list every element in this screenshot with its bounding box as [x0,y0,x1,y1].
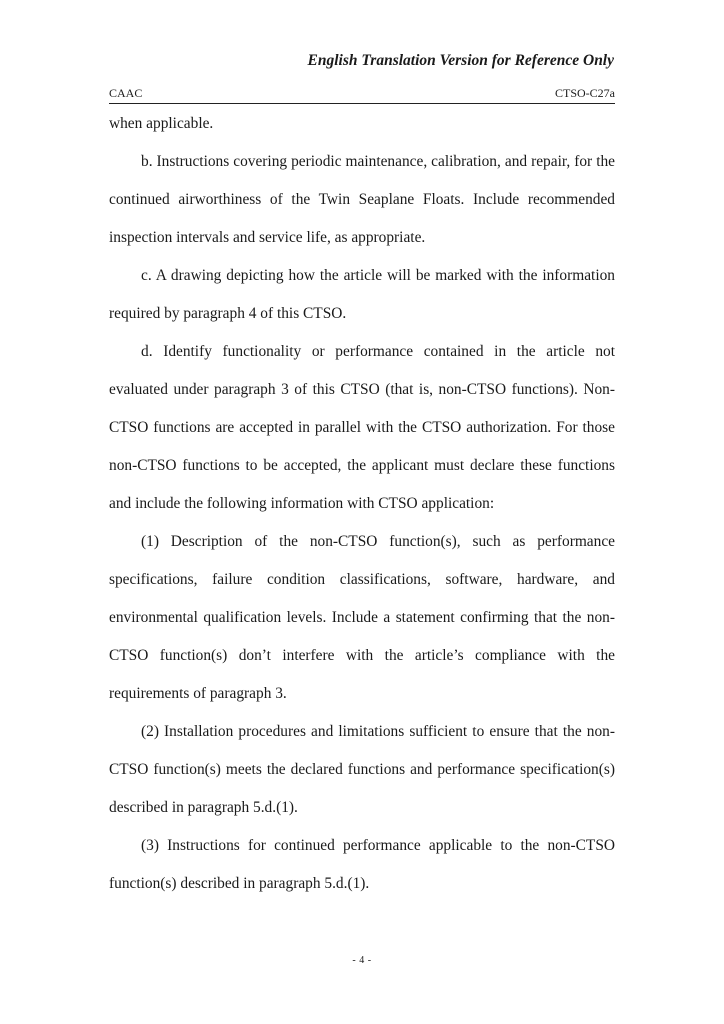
paragraph-item-d1: (1) Description of the non-CTSO function(s), such as performance specifications, failure condition classifications, software, hardware, and environmental qualification levels. Include a statement confirming that the non-CTSO function(s) don’t interfere with the article’s compliance with the requirements of paragraph 3. [109,533,615,702]
paragraph-item-d: d. Identify functionality or performance contained in the article not evaluated under paragraph 3 of this CTSO (that is, non-CTSO functions). Non-CTSO functions are accepted in parallel with the CTSO authorization. For those non-CTSO functions to be accepted, the applicant must declare these functions and include the following information with CTSO application: [109,343,615,512]
document-body [109,105,615,903]
paragraph-item-c: c. A drawing depicting how the article will be marked with the information required by paragraph 4 of this CTSO. [109,267,615,322]
header-organization: CAAC [109,86,143,100]
paragraph-item-d2: (2) Installation procedures and limitations sufficient to ensure that the non-CTSO function(s) meets the declared functions and performance specification(s) described in paragraph 5.d.(1). [109,723,615,816]
translation-banner: English Translation Version for Reference Only [307,52,614,69]
page-number: - 4 - [352,955,372,966]
running-header [109,86,615,104]
paragraph-continuation: when applicable. [109,115,214,132]
header-document-id: CTSO-C27a [555,86,615,100]
paragraph-item-d3: (3) Instructions for continued performance applicable to the non-CTSO function(s) described in paragraph 5.d.(1). [109,837,615,892]
paragraph-item-b: b. Instructions covering periodic maintenance, calibration, and repair, for the continued airworthiness of the Twin Seaplane Floats. Include recommended inspection intervals and service life, as appropriate. [109,153,615,246]
